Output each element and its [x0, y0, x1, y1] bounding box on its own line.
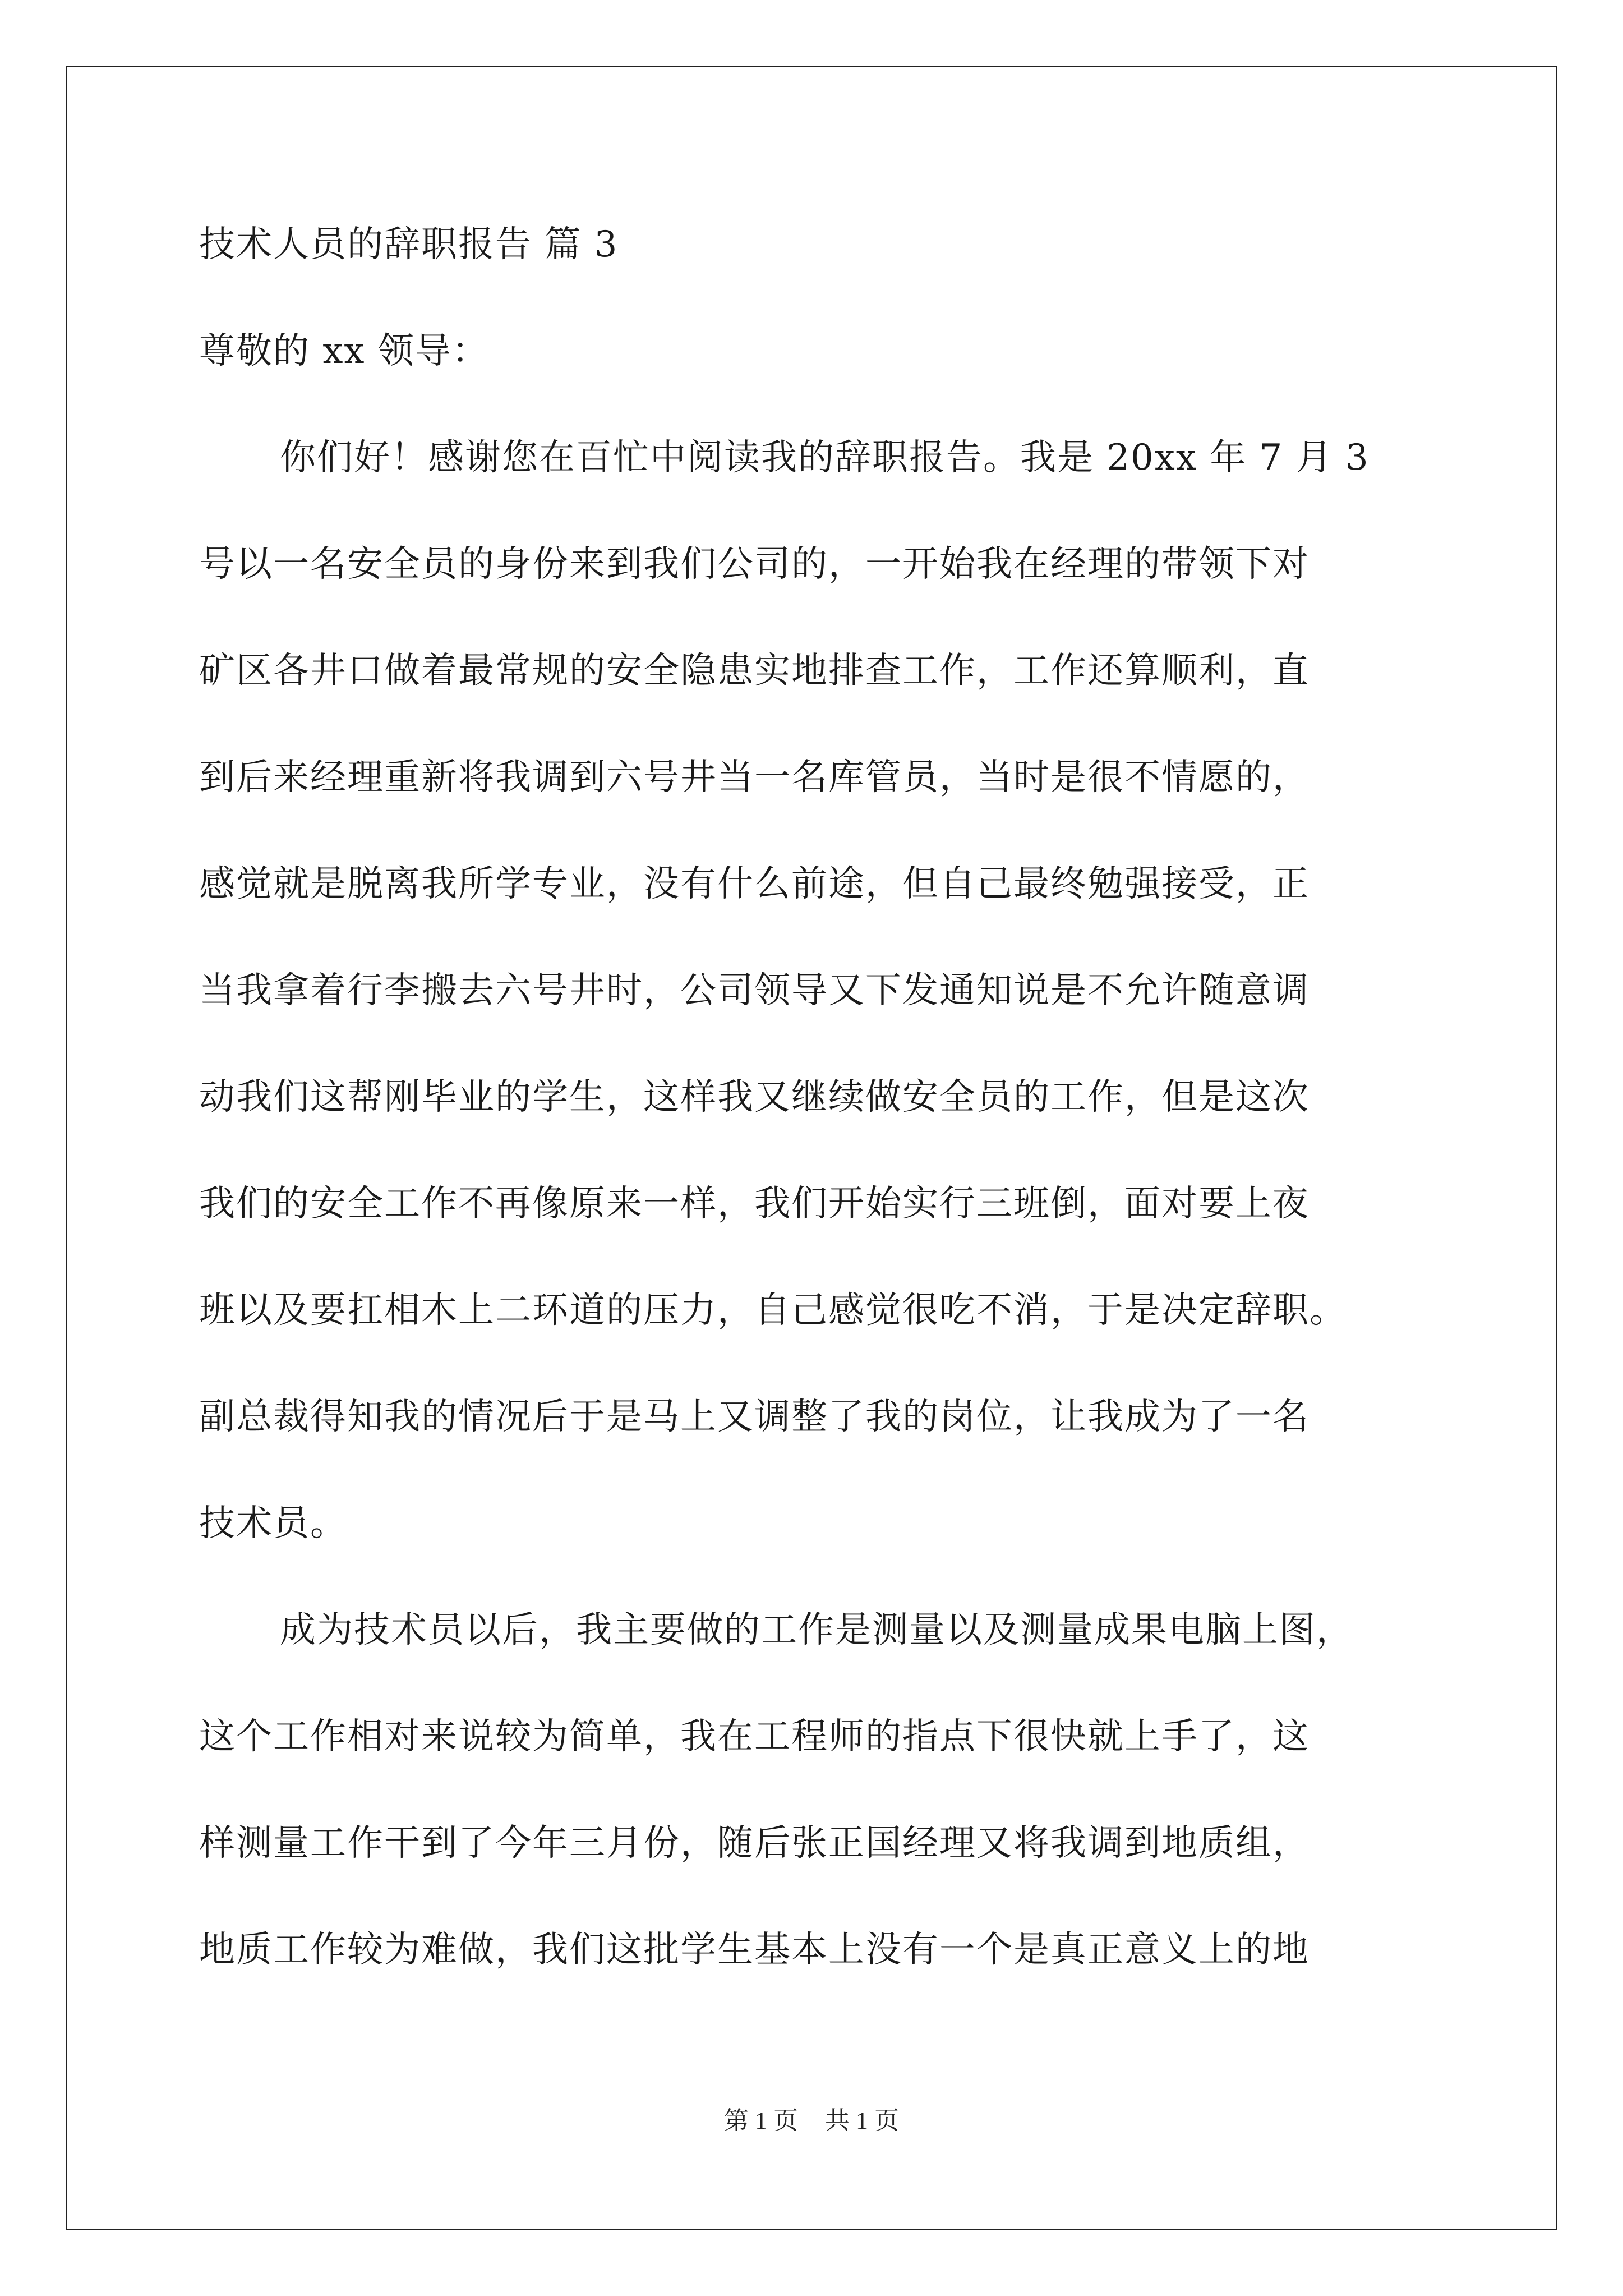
- paragraph-1-line: 到后来经理重新将我调到六号井当一名库管员，当时是很不情愿的，: [199, 757, 1310, 798]
- paragraph-1-line: 副总裁得知我的情况后于是马上又调整了我的岗位，让我成为了一名: [199, 1396, 1310, 1438]
- paragraph-1-line: 号以一名安全员的身份来到我们公司的，一开始我在经理的带领下对: [199, 544, 1310, 585]
- paragraph-2-line: 成为技术员以后，我主要做的工作是测量以及测量成果电脑上图，: [280, 1609, 1353, 1651]
- paragraph-1-line: 你们好！感谢您在百忙中阅读我的辞职报告。我是 20xx 年 7 月 3: [280, 437, 1370, 478]
- paragraph-2-line: 这个工作相对来说较为简单，我在工程师的指点下很快就上手了，这: [199, 1716, 1310, 1757]
- paragraph-1-line: 感觉就是脱离我所学专业，没有什么前途，但自己最终勉强接受，正: [199, 863, 1310, 905]
- page-footer: [0, 2106, 1623, 2136]
- document-body: [199, 219, 1433, 2031]
- document-title: 技术人员的辞职报告 篇 3: [199, 224, 619, 265]
- salutation: 尊敬的 xx 领导：: [199, 330, 489, 372]
- paragraph-1-line: 技术员。: [199, 1503, 347, 1544]
- page-number: 第 1 页: [724, 2107, 798, 2134]
- paragraph-1-line: 当我拿着行李搬去六号井时，公司领导又下发通知说是不允许随意调: [199, 970, 1310, 1011]
- paragraph-2-line: 地质工作较为难做，我们这批学生基本上没有一个是真正意义上的地: [199, 1929, 1310, 1971]
- page-total: 共 1 页: [825, 2107, 899, 2134]
- paragraph-1-line: 班以及要扛相木上二环道的压力，自己感觉很吃不消，于是决定辞职。: [199, 1290, 1347, 1331]
- paragraph-1-line: 我们的安全工作不再像原来一样，我们开始实行三班倒，面对要上夜: [199, 1183, 1310, 1225]
- paragraph-1-line: 矿区各井口做着最常规的安全隐患实地排查工作，工作还算顺利，直: [199, 650, 1310, 692]
- paragraph-1-line: 动我们这帮刚毕业的学生，这样我又继续做安全员的工作，但是这次: [199, 1076, 1310, 1118]
- paragraph-2-line: 样测量工作干到了今年三月份，随后张正国经理又将我调到地质组，: [199, 1823, 1310, 1864]
